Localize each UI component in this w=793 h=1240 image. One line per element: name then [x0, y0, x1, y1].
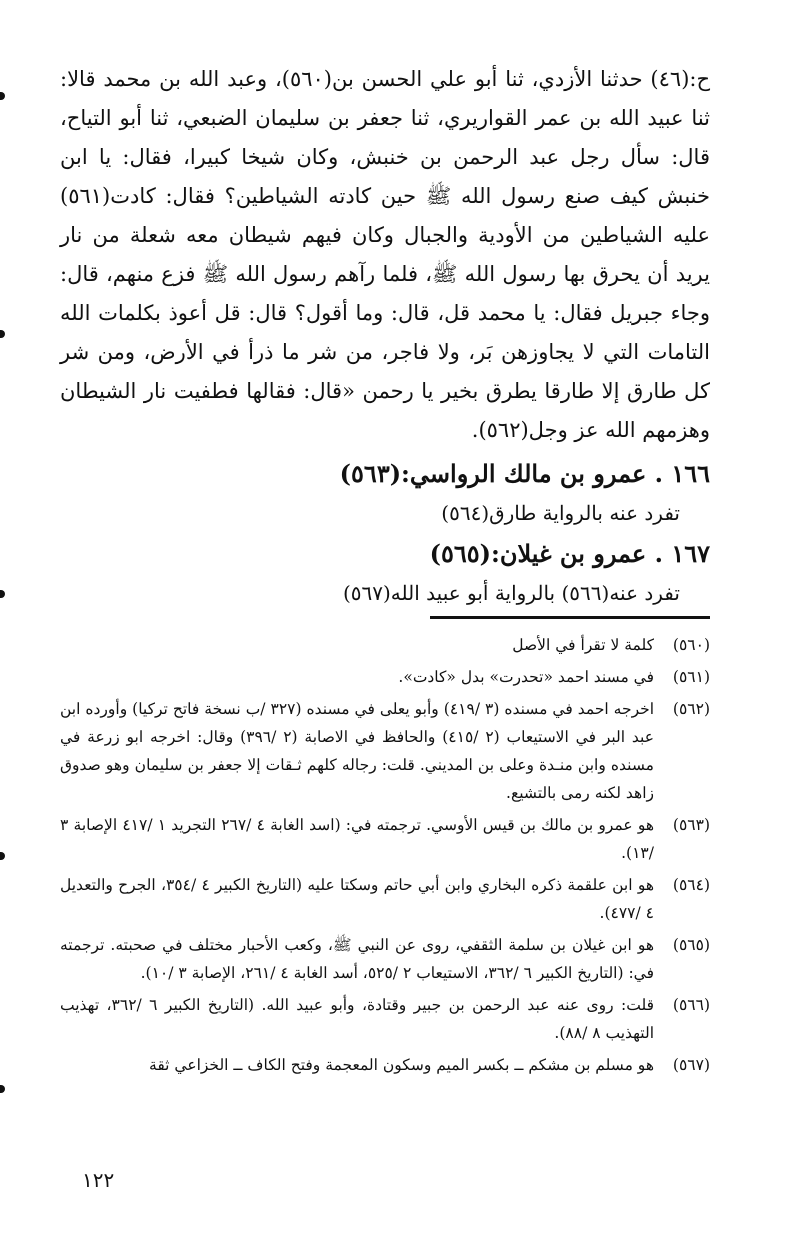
footnote-text: قلت: روى عنه عبد الرحمن بن جبير وقتادة، وأبو عبيد الله. (التاريخ الكبير ٦ /٣٦٢، تهذيب التهذيب ٨ /٨٨). [60, 996, 655, 1042]
entry-line: تفرد عنه(٥٦٦) بالرواية أبو عبيد الله(٥٦٧) [342, 581, 680, 605]
footnote-text: هو عمرو بن مالك بن قيس الأوسي. ترجمته في: (اسد الغابة ٤ /٢٦٧ التجريد ١ /٤١٧ الإصابة ٣ /١٣). [60, 816, 655, 862]
footnote [60, 695, 710, 807]
margin-mark [0, 852, 5, 860]
footnote-number: (٥٦٧) [672, 1056, 710, 1074]
footnote-text: هو ابن غيلان بن سلمة الثقفي، روى عن النبي ﷺ، وكعب الأحبار مختلف في صحبته. ترجمته في: (التاريخ الكبير ٦ /٣٦٢، الاستيعاب ٢ /٥٢٥، أسد الغابة ٤ /٢٦١، الإصابة ٣ /١٠). [60, 936, 654, 982]
footnote-number: (٥٦٤) [672, 876, 710, 894]
footnote-text: هو ابن علقمة ذكره البخاري وابن أبي حاتم وسكتا عليه (التاريخ الكبير ٤ /٣٥٤، الجرح والتعديل ٤ /٤٧٧). [60, 876, 654, 922]
footnote-number: (٥٦٦) [672, 996, 710, 1014]
footnote-divider [430, 616, 710, 619]
entry-line: تفرد عنه بالرواية طارق(٥٦٤) [441, 501, 680, 525]
hadith-paragraph: ح:(٤٦) حدثنا الأزدي، ثنا أبو علي الحسن بن(٥٦٠)، وعبد الله بن محمد قالا: ثنا عبيد الله بن عمر القواريري، ثنا جعفر بن سليمان الضبعي، ثنا أبو التياح، قال: سأل رجل عبد الرحمن بن خنبش، وكان شيخا كبيرا، فقال: يا ابن خنبش كيف صنع رسول الله ﷺ حين كادته الشياطين؟ فقال: كادت(٥٦١) عليه الشياطين من الأودية والجبال وكان فيهم شيطان معه شعلة من نار يريد أن يحرق بها رسول الله ﷺ، فلما رآهم رسول الله ﷺ فزع منهم، قال: وجاء جبريل فقال: يا محمد قل، قال: وما أقول؟ قال: قل أعوذ بكلمات الله التامات التي لا يجاوزهن بَر، ولا فاجر، من شر ما ذرأ في الأرض، ومن شر كل طارق إلا طارقا يطرق بخير يا رحمن «قال: فقالها فطفيت نار الشيطان وهزمهم الله عز وجل(٥٦٢). [60, 67, 711, 442]
footnotes [60, 631, 710, 1079]
entry-167 [60, 536, 710, 610]
footnote-text: هو مسلم بن مشكم ــ بكسر الميم وسكون المعجمة وفتح الكاف ــ الخزاعي ثقة [149, 1056, 654, 1074]
entry-heading: ١٦٦ . عمرو بن مالك الرواسي:(٥٦٣) [339, 459, 710, 488]
footnote [60, 931, 710, 987]
footnote [60, 631, 710, 659]
margin-mark [0, 330, 5, 338]
main-text-block [60, 60, 710, 450]
footnote [60, 1051, 710, 1079]
footnote [60, 811, 710, 867]
footnote [60, 871, 710, 927]
page-number: ١٢٢ [82, 1168, 115, 1192]
footnote [60, 991, 710, 1047]
footnote-number: (٥٦٥) [672, 936, 710, 954]
footnote-number: (٥٦٣) [672, 816, 710, 834]
footnote-number: (٥٦٢) [672, 700, 710, 718]
footnote-number: (٥٦١) [672, 668, 710, 686]
entry-heading: ١٦٧ . عمرو بن غيلان:(٥٦٥) [429, 539, 710, 568]
footnote [60, 663, 710, 691]
margin-mark [0, 1085, 5, 1093]
entry-166 [60, 456, 710, 530]
page-content [60, 60, 710, 1083]
margin-mark [0, 590, 5, 598]
footnote-text: اخرجه احمد في مسنده (٣ /٤١٩) وأبو يعلى في مسنده (٣٢٧ /ب نسخة فاتح تركيا) وأورده ابن عبد البر في الاستيعاب (٢ /٤١٥) والحافظ في الاصابة (٢ /٣٩٦) وقال: اخرجه ابو زرعة في مسنده وابن منـدة وعلى بن المديني. قلت: رجاله كلهم ثـقات إلا جعفر بن سليمان وهو صدوق زاهد لكنه رمى بالتشيع. [60, 700, 655, 802]
footnote-text: في مسند احمد «تحدرت» بدل «كادت». [398, 668, 654, 686]
footnote-text: كلمة لا تقرأ في الأصل [512, 636, 654, 654]
margin-mark [0, 92, 5, 100]
footnote-number: (٥٦٠) [672, 636, 710, 654]
